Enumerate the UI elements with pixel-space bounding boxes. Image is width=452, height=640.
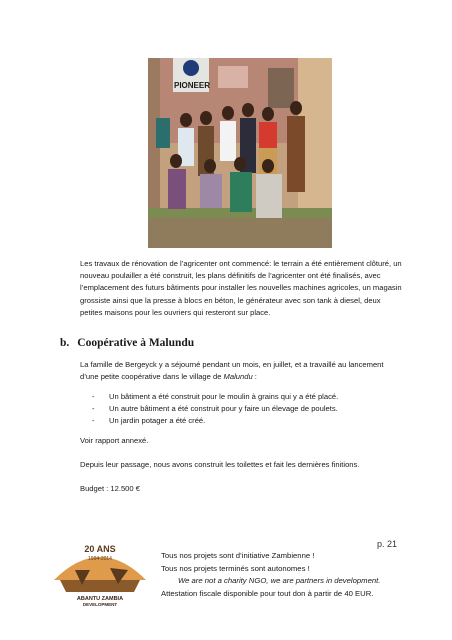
- bullet-text: Un bâtiment a été construit pour le moulin à grains qui y a été placé.: [109, 392, 339, 401]
- list-item: [92, 415, 338, 427]
- section-letter: b.: [60, 337, 70, 349]
- section-heading: [60, 337, 194, 349]
- bullet-list: [92, 391, 338, 428]
- footer-line-4: Attestation fiscale disponible pour tout don à partir de 40 EUR.: [161, 588, 374, 598]
- footer-line-3: We are not a charity NGO, we are partners in development.: [178, 576, 381, 586]
- followup-paragraph: Depuis leur passage, nous avons construit les toilettes et fait les dernières finitions.: [80, 460, 360, 469]
- report-note: Voir rapport annexé.: [80, 436, 149, 445]
- bullet-marker: -: [92, 392, 95, 401]
- footer-line-1: Tous nos projets sont d’initiative Zambienne !: [161, 551, 315, 560]
- logo-range: 1994-2014: [88, 556, 112, 562]
- paragraph-renovation: Les travaux de rénovation de l’agricenter ont commencé: le terrain a été entièrement clôturé, un nouveau poulailler a été construit, les plans définitifs de l’agricenter ont été finalisés, avec l’emplacement des futurs bâtiments pour installer les nouvelles machines agricoles, un magasin grossiste ainsi que la presse à blocs en béton, le générateur avec son tank à diesel, deux petites maisons pour les ouvriers qui resteront sur place.: [80, 259, 402, 317]
- section-title: Coopérative à Malundu: [77, 337, 195, 349]
- footer: [161, 550, 421, 600]
- logo-sub: DEVELOPMENT: [82, 602, 118, 606]
- bullet-text: Un autre bâtiment a été construit pour y faire un élevage de poulets.: [109, 404, 338, 414]
- bullet-marker: -: [92, 404, 95, 414]
- list-item: [92, 391, 338, 403]
- photo-sign: PIONEER: [174, 81, 211, 90]
- family-suffix: :: [252, 372, 257, 382]
- budget-line: Budget : 12.500 €: [80, 484, 140, 493]
- bullet-text: Un jardin potager a été créé.: [109, 416, 206, 426]
- paragraph-family: [80, 359, 402, 383]
- abantu-zambia-logo: [50, 540, 150, 606]
- logo-name: ABANTU ZAMBIA: [76, 596, 124, 602]
- village-name: Malundu: [223, 372, 253, 382]
- group-photo: [148, 58, 332, 248]
- page-number: p. 21: [377, 539, 398, 549]
- logo-years: 20 ANS: [84, 544, 116, 554]
- bullet-marker: -: [92, 416, 95, 426]
- footer-line-2: Tous nos projets terminés sont autonomes !: [161, 563, 310, 573]
- list-item: [92, 403, 338, 415]
- family-text: La famille de Bergeyck y a séjourné pendant un mois, en juillet, et a travaillé au lancement d’une petite coopérative dans le village de: [80, 360, 384, 382]
